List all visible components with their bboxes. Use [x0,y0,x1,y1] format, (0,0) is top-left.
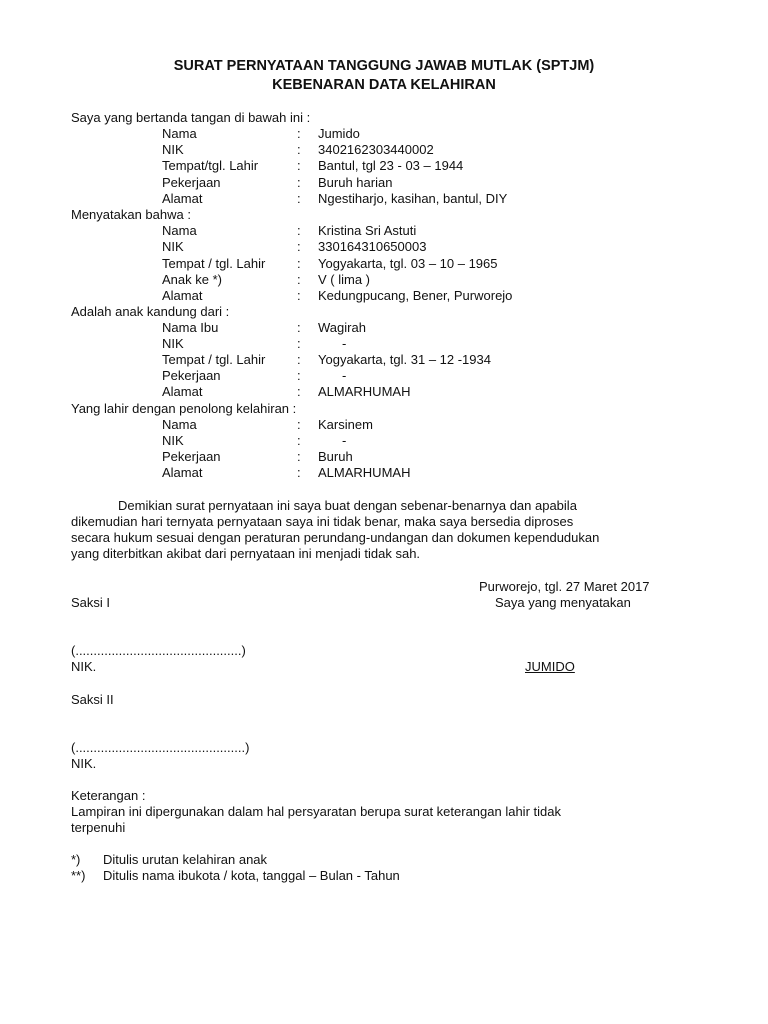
place-date: Purworejo, tgl. 27 Maret 2017 [479,579,650,594]
helper-intro: Yang lahir dengan penolong kelahiran : [71,401,297,416]
notes-heading: Keterangan : [71,788,146,803]
field-value: 3402162303440002 [318,142,434,157]
field-colon: : [297,272,301,287]
field-colon: : [297,352,301,367]
field-colon: : [297,384,301,399]
field-value: - [342,433,347,448]
field-colon: : [297,336,301,351]
field-value: Ngestiharjo, kasihan, bantul, DIY [318,191,508,206]
field-value: Buruh [318,449,353,464]
field-value: Buruh harian [318,175,393,190]
witness1-signature-blank: (..............................................) [71,643,246,658]
field-label: Nama Ibu [162,320,219,335]
field-label: Tempat/tgl. Lahir [162,158,259,173]
witness1-label: Saksi I [71,595,111,610]
field-colon: : [297,142,301,157]
field-value: Karsinem [318,417,373,432]
field-label: Nama [162,223,197,238]
field-label: Alamat [162,191,203,206]
footnote1-text: Ditulis urutan kelahiran anak [103,852,268,867]
field-colon: : [297,417,301,432]
footnote2-mark: **) [71,868,86,883]
field-value: Kedungpucang, Bener, Purworejo [318,288,513,303]
document-title-line2: KEBENARAN DATA KELAHIRAN [272,77,496,93]
field-label: Tempat / tgl. Lahir [162,256,266,271]
field-label: Pekerjaan [162,449,221,464]
field-label: Alamat [162,384,203,399]
closing-line: yang diterbitkan akibat dari pernyataan ini menjadi tidak sah. [71,546,421,561]
field-colon: : [297,449,301,464]
field-label: NIK [162,239,184,254]
closing-line: dikemudian hari ternyata pernyataan saya ini tidak benar, maka saya bersedia diproses [71,514,574,529]
field-value: Jumido [318,126,360,141]
field-value: Yogyakarta, tgl. 03 – 10 – 1965 [318,256,498,271]
field-colon: : [297,368,301,383]
witness2-nik: NIK. [71,756,97,771]
declarant-intro: Saya yang bertanda tangan di bawah ini : [71,110,311,125]
field-colon: : [297,191,301,206]
field-label: Pekerjaan [162,175,221,190]
field-value: ALMARHUMAH [318,465,411,480]
field-value: Wagirah [318,320,366,335]
witness1-nik: NIK. [71,659,97,674]
field-label: NIK [162,142,184,157]
footnote1-mark: *) [71,852,81,867]
declarant-name: JUMIDO [525,659,575,674]
field-colon: : [297,465,301,480]
child-intro: Menyatakan bahwa : [71,207,191,222]
witness2-signature-blank: (...............................................) [71,740,250,755]
field-colon: : [297,158,301,173]
notes-line: Lampiran ini dipergunakan dalam hal persyaratan berupa surat keterangan lahir tidak [71,804,561,819]
field-value: - [342,336,347,351]
field-value: - [342,368,347,383]
footnote2-text: Ditulis nama ibukota / kota, tanggal – Bulan - Tahun [103,868,400,883]
declarant-signature-label: Saya yang menyatakan [495,595,631,610]
field-value: V ( lima ) [318,272,370,287]
witness2-label: Saksi II [71,692,114,707]
field-label: Anak ke *) [162,272,222,287]
field-label: NIK [162,336,184,351]
notes-line: terpenuhi [71,820,126,835]
field-label: NIK [162,433,184,448]
field-colon: : [297,223,301,238]
field-colon: : [297,320,301,335]
field-label: Nama [162,126,197,141]
document-title-line1: SURAT PERNYATAAN TANGGUNG JAWAB MUTLAK (SPTJM) [173,58,595,74]
mother-intro: Adalah anak kandung dari : [71,304,230,319]
field-colon: : [297,175,301,190]
field-colon: : [297,433,301,448]
field-label: Tempat / tgl. Lahir [162,352,266,367]
field-label: Alamat [162,465,203,480]
field-label: Alamat [162,288,203,303]
field-colon: : [297,126,301,141]
field-value: ALMARHUMAH [318,384,411,399]
closing-line: secara hukum sesuai dengan peraturan perundang-undangan dan dokumen kependudukan [71,530,600,545]
field-label: Pekerjaan [162,368,221,383]
field-value: Bantul, tgl 23 - 03 – 1944 [318,158,464,173]
field-value: Yogyakarta, tgl. 31 – 12 -1934 [318,352,491,367]
field-colon: : [297,256,301,271]
field-value: Kristina Sri Astuti [318,223,417,238]
field-value: 330164310650003 [318,239,427,254]
field-colon: : [297,288,301,303]
closing-line: Demikian surat pernyataan ini saya buat dengan sebenar-benarnya dan apabila [118,498,577,513]
field-colon: : [297,239,301,254]
field-label: Nama [162,417,197,432]
